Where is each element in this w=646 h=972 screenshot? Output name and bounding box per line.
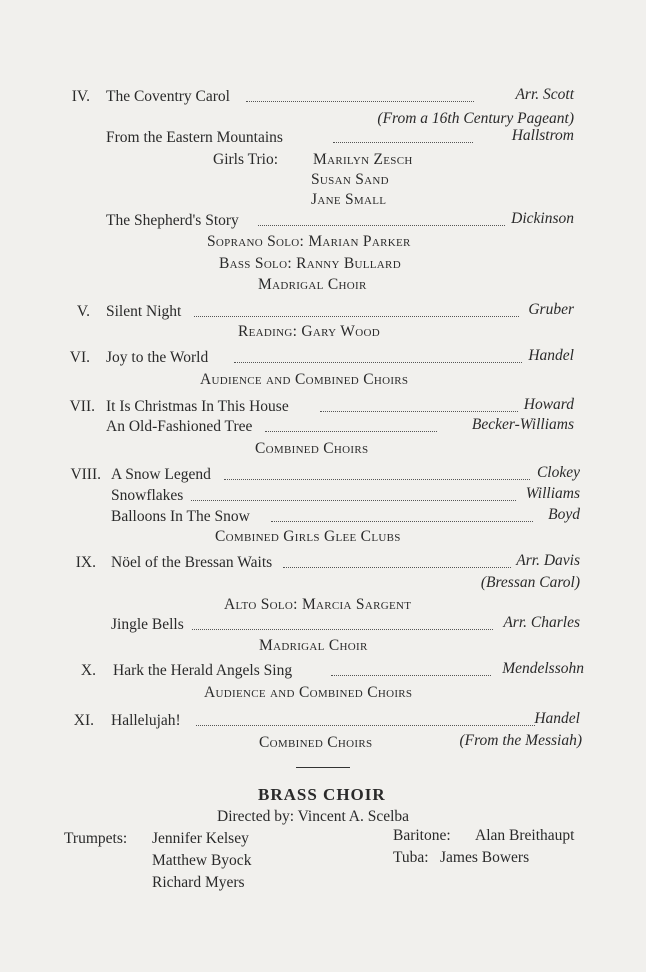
leader-dots: [196, 725, 535, 726]
composer-christmas-in-this-house: Howard: [523, 396, 574, 413]
choir-credit: Madrigal Choir: [258, 276, 367, 293]
piece-title-hark-the-herald: Hark the Herald Angels Sing: [113, 662, 293, 679]
tuba-player: James Bowers: [440, 849, 530, 866]
brass-choir-heading: BRASS CHOIR: [258, 785, 386, 804]
composer-silent-night: Gruber: [528, 301, 574, 318]
section-numeral-vi: VI.: [69, 349, 90, 366]
piece-title-hallelujah: Hallelujah!: [111, 712, 181, 729]
choir-credit: Combined Girls Glee Clubs: [215, 528, 401, 545]
note-noel-bressan-waits: (Bressan Carol): [480, 574, 580, 591]
section-divider: [296, 767, 350, 768]
section-numeral-xi: XI.: [73, 712, 94, 729]
leader-dots: [194, 316, 519, 317]
baritone-label: Baritone:: [393, 827, 451, 844]
piece-title-snowflakes: Snowflakes: [111, 487, 184, 504]
composer-eastern-mountains: Hallstrom: [511, 127, 574, 144]
trumpet-player: Richard Myers: [152, 874, 245, 891]
piece-title-silent-night: Silent Night: [106, 303, 182, 320]
piece-title-jingle-bells: Jingle Bells: [111, 616, 184, 633]
performer-name: Susan Sand: [311, 171, 389, 188]
tuba-label: Tuba:: [393, 849, 429, 866]
performer-role-girls-trio: Girls Trio:: [213, 151, 279, 168]
choir-credit: Combined Choirs: [255, 440, 369, 457]
piece-title-joy-to-the-world: Joy to the World: [106, 349, 209, 366]
piece-title-noel-bressan-waits: Nöel of the Bressan Waits: [111, 554, 273, 571]
section-numeral-x: X.: [80, 662, 96, 679]
piece-title-shepherds-story: The Shepherd's Story: [106, 212, 239, 229]
performer-name: Jane Small: [311, 191, 387, 208]
section-numeral-ix: IX.: [75, 554, 96, 571]
piece-title-coventry-carol: The Coventry Carol: [106, 88, 230, 105]
leader-dots: [224, 479, 530, 480]
choir-credit: Audience and Combined Choirs: [204, 684, 413, 701]
leader-dots: [258, 225, 505, 226]
section-numeral-vii: VII.: [69, 398, 95, 415]
trumpet-player: Jennifer Kelsey: [152, 830, 249, 847]
section-numeral-viii: VIII.: [70, 466, 101, 483]
piece-title-snow-legend: A Snow Legend: [111, 466, 211, 483]
trumpets-label: Trumpets:: [64, 830, 128, 847]
note-coventry-carol: (From a 16th Century Pageant): [377, 110, 574, 127]
composer-snow-legend: Clokey: [536, 464, 580, 481]
trumpet-player: Matthew Byock: [152, 852, 252, 869]
leader-dots: [331, 675, 491, 676]
reader-credit: Reading: Gary Wood: [238, 323, 380, 340]
composer-balloons-in-the-snow: Boyd: [548, 506, 580, 523]
soloist-bass: Bass Solo: Ranny Bullard: [219, 255, 401, 272]
brass-director: Directed by: Vincent A. Scelba: [217, 808, 410, 825]
composer-hark-the-herald: Mendelssohn: [502, 660, 584, 677]
leader-dots: [271, 521, 533, 522]
leader-dots: [192, 629, 493, 630]
note-hallelujah: (From the Messiah): [459, 732, 582, 749]
choir-credit: Combined Choirs: [259, 734, 373, 751]
performer-name: Marilyn Zesch: [313, 151, 413, 168]
leader-dots: [234, 362, 522, 363]
baritone-player: Alan Breithaupt: [475, 827, 575, 844]
piece-title-old-fashioned-tree: An Old-Fashioned Tree: [106, 418, 253, 435]
piece-title-eastern-mountains: From the Eastern Mountains: [106, 129, 283, 146]
leader-dots: [265, 431, 437, 432]
composer-noel-bressan-waits: Arr. Davis: [516, 552, 580, 569]
leader-dots: [283, 567, 511, 568]
choir-credit: Audience and Combined Choirs: [200, 371, 409, 388]
composer-joy-to-the-world: Handel: [528, 347, 574, 364]
choir-credit: Madrigal Choir: [259, 637, 368, 654]
piece-title-balloons-in-the-snow: Balloons In The Snow: [111, 508, 250, 525]
leader-dots: [333, 142, 473, 143]
composer-snowflakes: Williams: [525, 485, 580, 502]
composer-old-fashioned-tree: Becker-Williams: [471, 416, 574, 433]
piece-title-christmas-in-this-house: It Is Christmas In This House: [106, 398, 289, 415]
soloist-alto: Alto Solo: Marcia Sargent: [224, 596, 412, 613]
composer-shepherds-story: Dickinson: [511, 210, 574, 227]
leader-dots: [320, 411, 518, 412]
composer-hallelujah: Handel: [534, 710, 580, 727]
composer-jingle-bells: Arr. Charles: [503, 614, 580, 631]
leader-dots: [246, 101, 474, 102]
section-numeral-iv: IV.: [71, 88, 90, 105]
composer-coventry-carol: Arr. Scott: [515, 86, 574, 103]
soloist-soprano: Soprano Solo: Marian Parker: [207, 233, 411, 250]
leader-dots: [191, 500, 516, 501]
section-numeral-v: V.: [76, 303, 90, 320]
